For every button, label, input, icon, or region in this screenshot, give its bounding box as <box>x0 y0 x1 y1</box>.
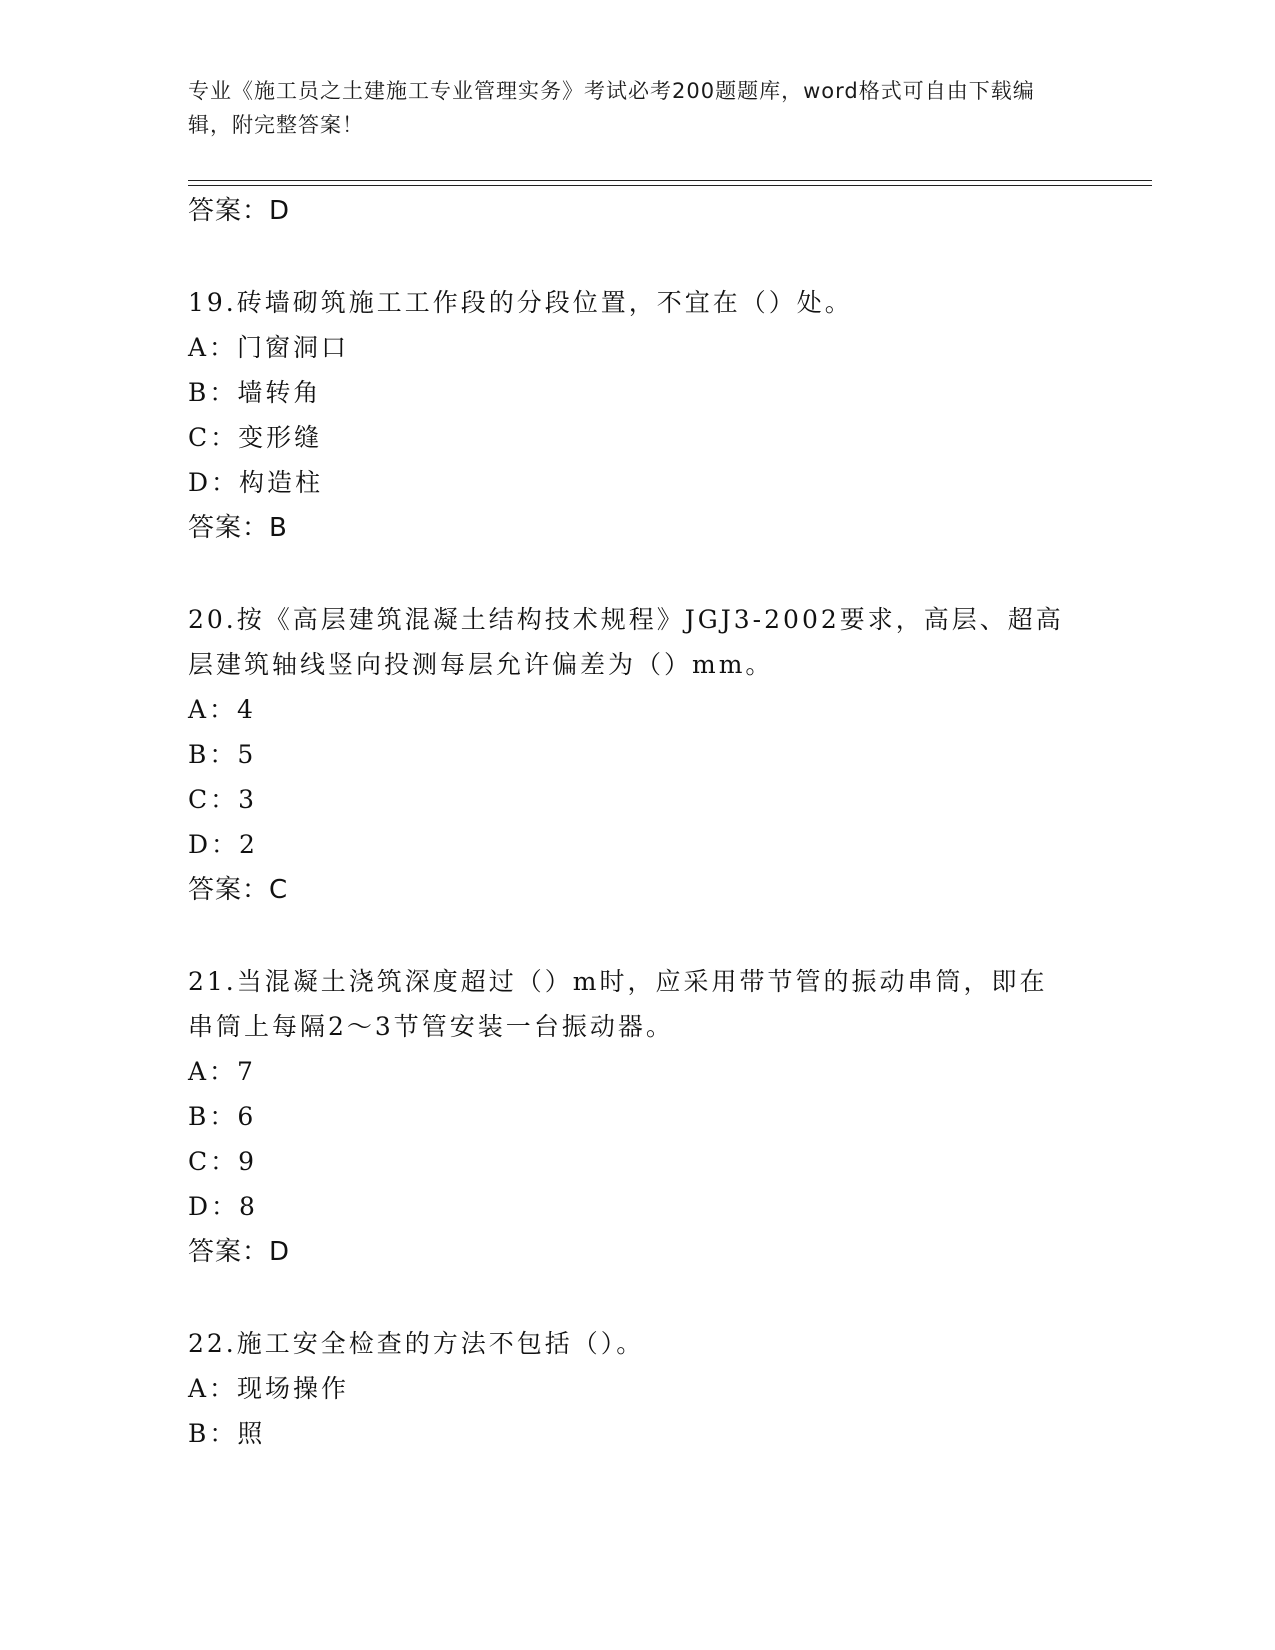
question-21 <box>188 959 1068 1275</box>
answer-line: 答案：D <box>188 196 291 226</box>
document-header: 专业《施工员之土建施工专业管理实务》考试必考200题题库，word格式可自由下载编辑，附完整答案！ <box>188 79 1035 137</box>
question-text: 20.按《高层建筑混凝土结构技术规程》JGJ3-2002要求，高层、超高层建筑轴线竖向投测每层允许偏差为（）mm。 <box>188 605 1064 679</box>
document-content <box>188 188 1068 1456</box>
question-text: 19.砖墙砌筑施工工作段的分段位置，不宜在（）处。 <box>188 288 853 317</box>
option-d: D：8 <box>188 1192 258 1221</box>
header-divider-top <box>188 180 1152 181</box>
question-20 <box>188 597 1068 913</box>
question-19 <box>188 280 1068 551</box>
answer-line: 答案：C <box>188 875 289 905</box>
option-d: D：构造柱 <box>188 468 324 497</box>
option-b: B：6 <box>188 1102 257 1131</box>
option-a: A：现场操作 <box>188 1374 350 1403</box>
option-d: D：2 <box>188 830 258 859</box>
option-a: A：门窗洞口 <box>188 333 350 362</box>
option-b: B：墙转角 <box>188 378 322 407</box>
option-c: C：3 <box>188 785 258 814</box>
question-text: 22.施工安全检查的方法不包括（）。 <box>188 1329 645 1358</box>
answer-line: 答案：D <box>188 1237 291 1267</box>
option-c: C：变形缝 <box>188 423 323 452</box>
question-22 <box>188 1321 1068 1456</box>
option-b: B：照 <box>188 1419 266 1448</box>
answer-line: 答案：B <box>188 513 288 543</box>
option-a: A：4 <box>188 695 256 724</box>
option-a: A：7 <box>188 1057 256 1086</box>
option-b: B：5 <box>188 740 257 769</box>
question-text: 21.当混凝土浇筑深度超过（）m时，应采用带节管的振动串筒，即在串筒上每隔2～3节管安装一台振动器。 <box>188 967 1048 1041</box>
header-divider-bottom <box>188 185 1152 186</box>
option-c: C：9 <box>188 1147 258 1176</box>
